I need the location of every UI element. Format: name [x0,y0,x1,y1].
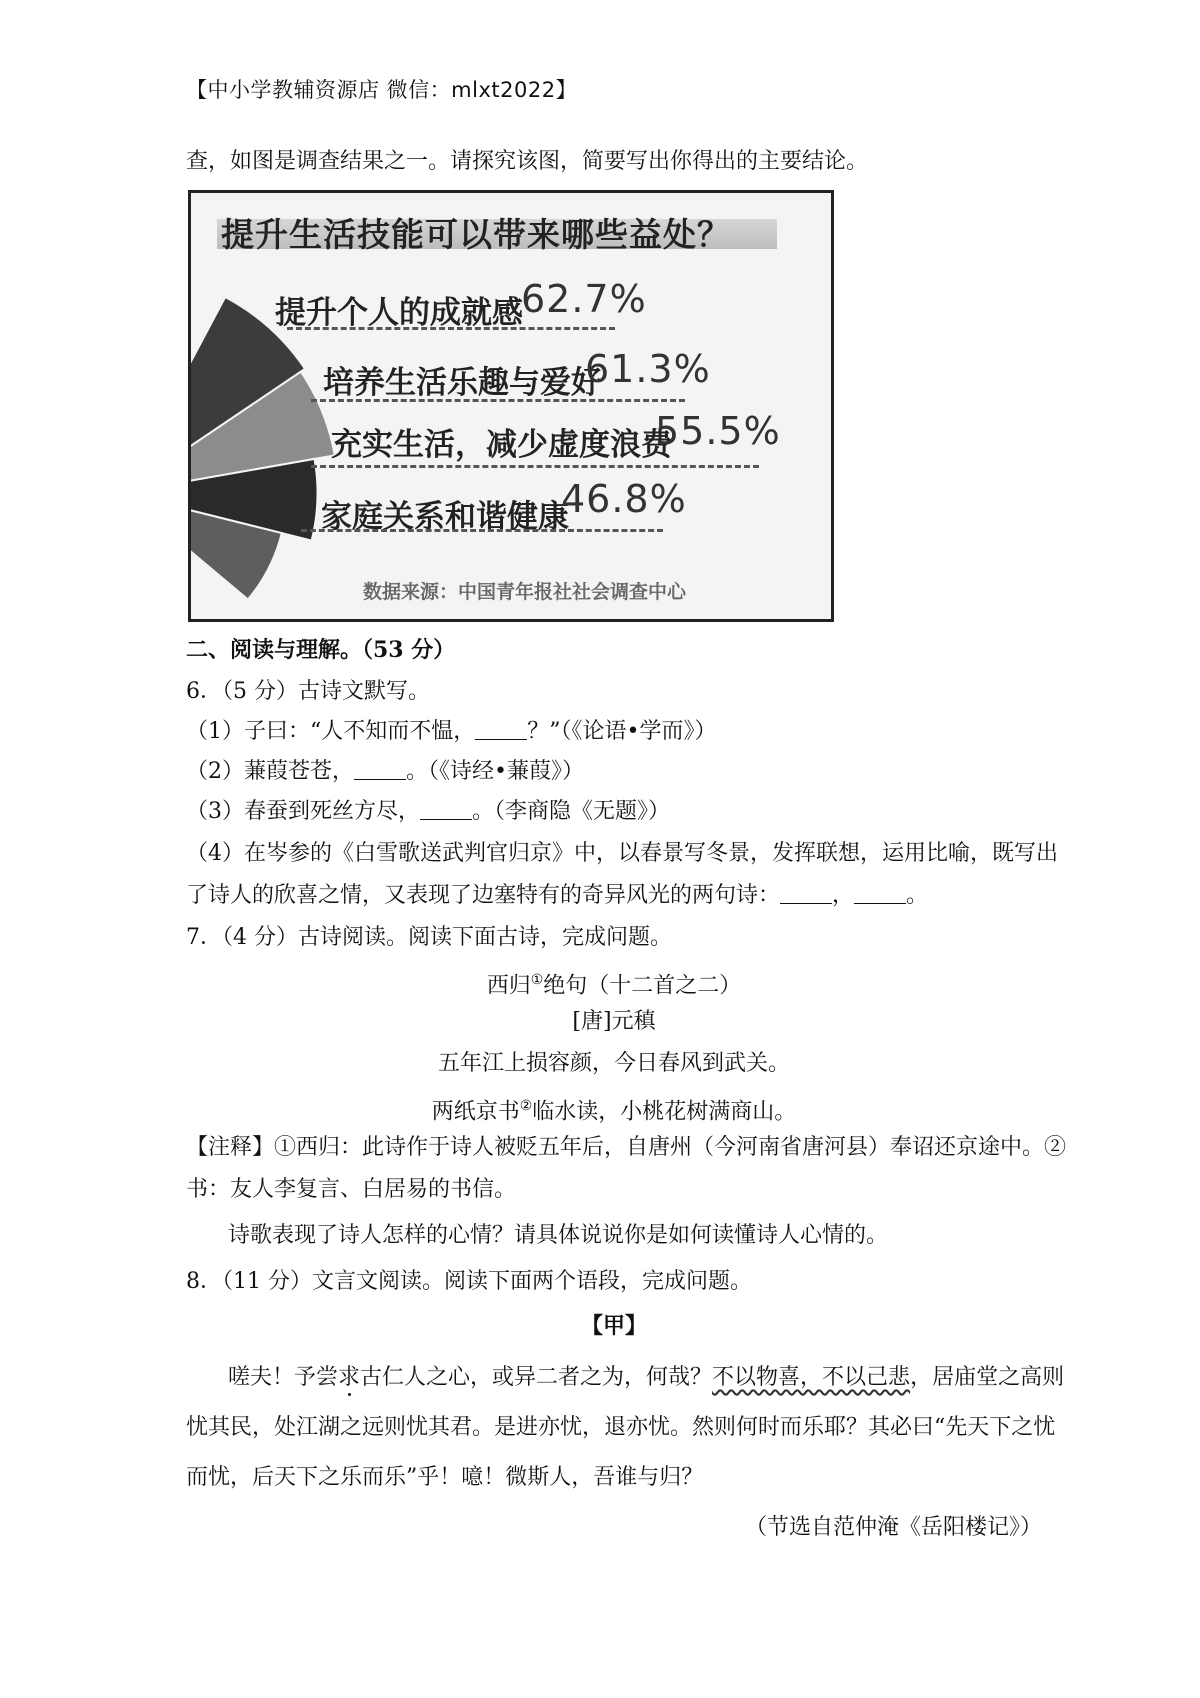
chart-value-label: 61.3% [585,347,711,391]
footnote-marker: ① [530,972,544,988]
chart-title: 提升生活技能可以带来哪些益处？ [221,215,731,254]
q8-stem: 8．（11 分）文言文阅读。阅读下面两个语段，完成问题。 [186,1269,752,1294]
page-header: 【中小学教辅资源店 微信：mlxt2022】 [186,78,578,102]
q6-item-4-line1: （4）在岑参的《白雪歌送武判官归京》中，以春景写冬景，发挥联想，运用比喻，既写出 [186,841,1059,866]
q6-item-2-tail: 。（《诗经•蒹葭》） [406,759,584,784]
passage-text: 嗟夫！予尝 [228,1365,339,1390]
chart-value-label: 55.5% [655,409,781,453]
q6-item-4-end: 。 [906,883,929,908]
q6-item-3-text: （3）春蚕到死丝方尽， [186,799,420,824]
passage-line-3: 而忧，后天下之乐而乐”乎！噫！微斯人，吾谁与归？ [186,1465,704,1490]
answer-blank[interactable] [780,881,832,904]
chart-category-label: 提升个人的成就感 [275,295,523,331]
q6-item-4-sep: ， [832,883,855,908]
poem-title-rest: 绝句（十二首之二） [543,973,742,999]
survey-chart [188,190,834,622]
poem-line-2-a: 两纸京书 [431,1099,520,1125]
answer-blank[interactable] [354,757,406,780]
wavy-underlined-phrase: 不以物喜，不以己悲 [712,1365,911,1390]
passage-label: 【甲】 [580,1313,647,1339]
chart-leader-line [301,529,663,532]
poem-note-line1: 【注释】①西归：此诗作于诗人被贬五年后，自唐州（今河南省唐河县）奉诏还京途中。② [186,1135,1067,1160]
chart-category-label: 家庭关系和谐健康 [321,499,569,535]
q6-item-1-tail: ？”（《论语•学而》） [527,719,717,744]
q6-item-1 [186,716,716,748]
q7-question: 诗歌表现了诗人怎样的心情？请具体说说你是如何读懂诗人心情的。 [228,1223,889,1248]
answer-blank[interactable] [475,717,527,740]
chart-value-label: 62.7% [521,277,647,321]
passage-source: （节选自范仲淹《岳阳楼记》） [744,1515,1042,1540]
chart-fan-svg [191,193,831,619]
chart-category-label: 充实生活，减少虚度浪费 [331,427,672,463]
chart-leader-line [311,399,685,402]
q7-stem: 7．（4 分）古诗阅读。阅读下面古诗，完成问题。 [186,925,672,950]
poem-line-2-b: 临水读，小桃花树满商山。 [532,1099,797,1125]
poem-line-2 [186,1090,1042,1128]
passage-line-2: 忧其民，处江湖之远则忧其君。是进亦忧，退亦忧。然则何时而乐耶？其必曰“先天下之忧 [186,1415,1056,1440]
q6-item-2-text: （2）蒹葭苍苍， [186,759,354,784]
passage-text: ，居庙堂之高则 [910,1365,1065,1390]
chart-value-label: 46.8% [561,477,687,521]
q6-item-1-text: （1）子曰：“人不知而不愠， [186,719,476,744]
chart-leader-line [311,465,759,468]
footnote-marker: ② [519,1098,533,1114]
poem-note-line2: 书：友人李复言、白居易的书信。 [186,1177,517,1202]
passage-line-1 [228,1362,1064,1394]
poem-title-text: 西归 [486,973,531,999]
q6-item-4-line2 [186,880,928,912]
section-heading: 二、阅读与理解。（53 分） [186,637,456,663]
q6-item-3 [186,796,670,828]
answer-blank[interactable] [854,881,906,904]
q6-item-4-text: 了诗人的欣喜之情，又表现了边塞特有的奇异风光的两句诗： [186,883,781,908]
q6-stem: 6．（5 分）古诗文默写。 [186,679,430,704]
q6-item-3-tail: 。（李商隐《无题》） [472,799,671,824]
chart-leader-line [287,327,615,330]
answer-blank[interactable] [420,797,472,820]
poem-title [186,964,1042,1002]
poem-line-1: 五年江上损容颜，今日春风到武关。 [437,1051,790,1076]
passage-text: 古仁人之心，或异二者之为，何哉？ [360,1365,713,1390]
question-intro: 查，如图是调查结果之一。请探究该图，简要写出你得出的主要结论。 [186,149,869,174]
q6-item-2 [186,756,584,788]
emphasis-dot-char: 求 [338,1365,361,1390]
poem-author: [唐]元稹 [572,1009,656,1034]
chart-category-label: 培养生活乐趣与爱好 [323,365,602,401]
chart-source: 数据来源：中国青年报社社会调查中心 [363,581,687,603]
